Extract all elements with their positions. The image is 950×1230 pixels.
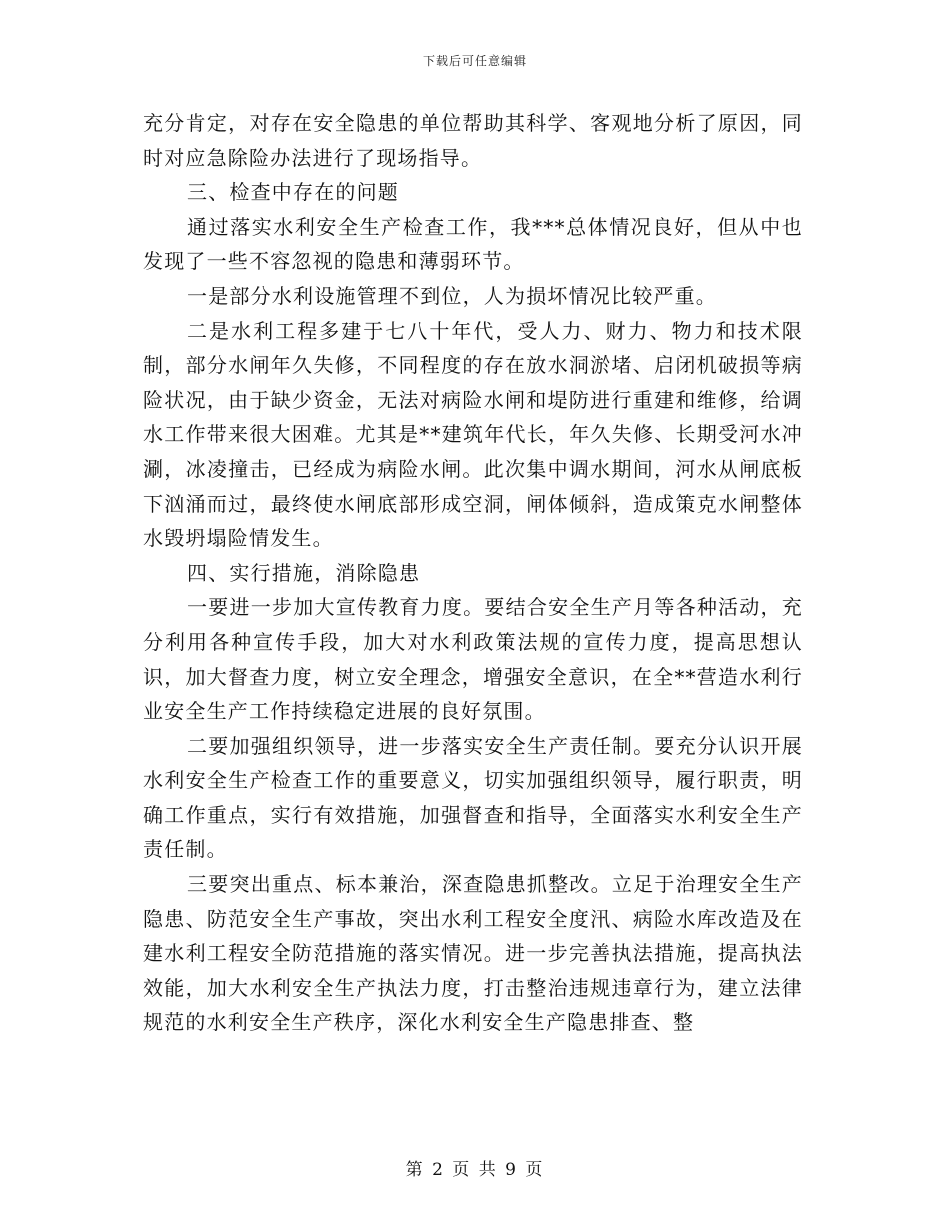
paragraph-issue-two: 二是水利工程多建于七八十年代，受人力、财力、物力和技术限制，部分水闸年久失修，不同程度的存在放水洞淤堵、启闭机破损等病险状况，由于缺少资金，无法对病险水闸和堤防进行重建和维修，给调水工作带来很大困难。尤其是**建筑年代长，年久失修、长期受河水冲涮，冰凌撞击，已经成为病险水闸。此次集中调水期间，河水从闸底板下汹涌而过，最终使水闸底部形成空洞，闸体倾斜，造成策克水闸整体水毁坍塌险情发生。 — [143, 318, 803, 551]
paragraph-issue-one: 一是部分水利设施管理不到位，人为损坏情况比较严重。 — [187, 283, 717, 308]
document-body — [143, 106, 803, 1040]
paragraph-measure-one: 一要进一步加大宣传教育力度。要结合安全生产月等各种活动，充分利用各种宣传手段，加大对水利政策法规的宣传力度，提高思想认识，加大督查力度，树立安全理念，增强安全意识，在全**营造水利行业安全生产工作持续稳定进展的良好氛围。 — [143, 595, 803, 724]
page-number-footer: 第 2 页 共 9 页 — [405, 1160, 545, 1180]
section-heading-problems: 三、检查中存在的问题 — [187, 180, 399, 205]
section-heading-measures: 四、实行措施，消除隐患 — [187, 560, 421, 585]
paragraph-continuation: 充分肯定，对存在安全隐患的单位帮助其科学、客观地分析了原因，同时对应急除险办法进行了现场指导。 — [143, 111, 803, 170]
paragraph-overview: 通过落实水利安全生产检查工作，我***总体情况良好，但从中也发现了一些不容忽视的隐患和薄弱环节。 — [143, 214, 803, 274]
page-header: 下载后可任意编辑 — [422, 54, 527, 68]
paragraph-measure-two: 二要加强组织领导，进一步落实安全生产责任制。要充分认识开展水利安全生产检查工作的重要意义，切实加强组织领导，履行职责，明确工作重点，实行有效措施，加强督查和指导，全面落实水利安全生产责任制。 — [143, 733, 803, 862]
paragraph-measure-three: 三要突出重点、标本兼治，深查隐患抓整改。立足于治理安全生产隐患、防范安全生产事故，突出水利工程安全度汛、病险水库改造及在建水利工程安全防范措施的落实情况。进一步完善执法措施，提高执法效能，加大水利安全生产执法力度，打击整治违规违章行为，建立法律规范的水利安全生产秩序，深化水利安全生产隐患排查、整 — [143, 872, 803, 1035]
